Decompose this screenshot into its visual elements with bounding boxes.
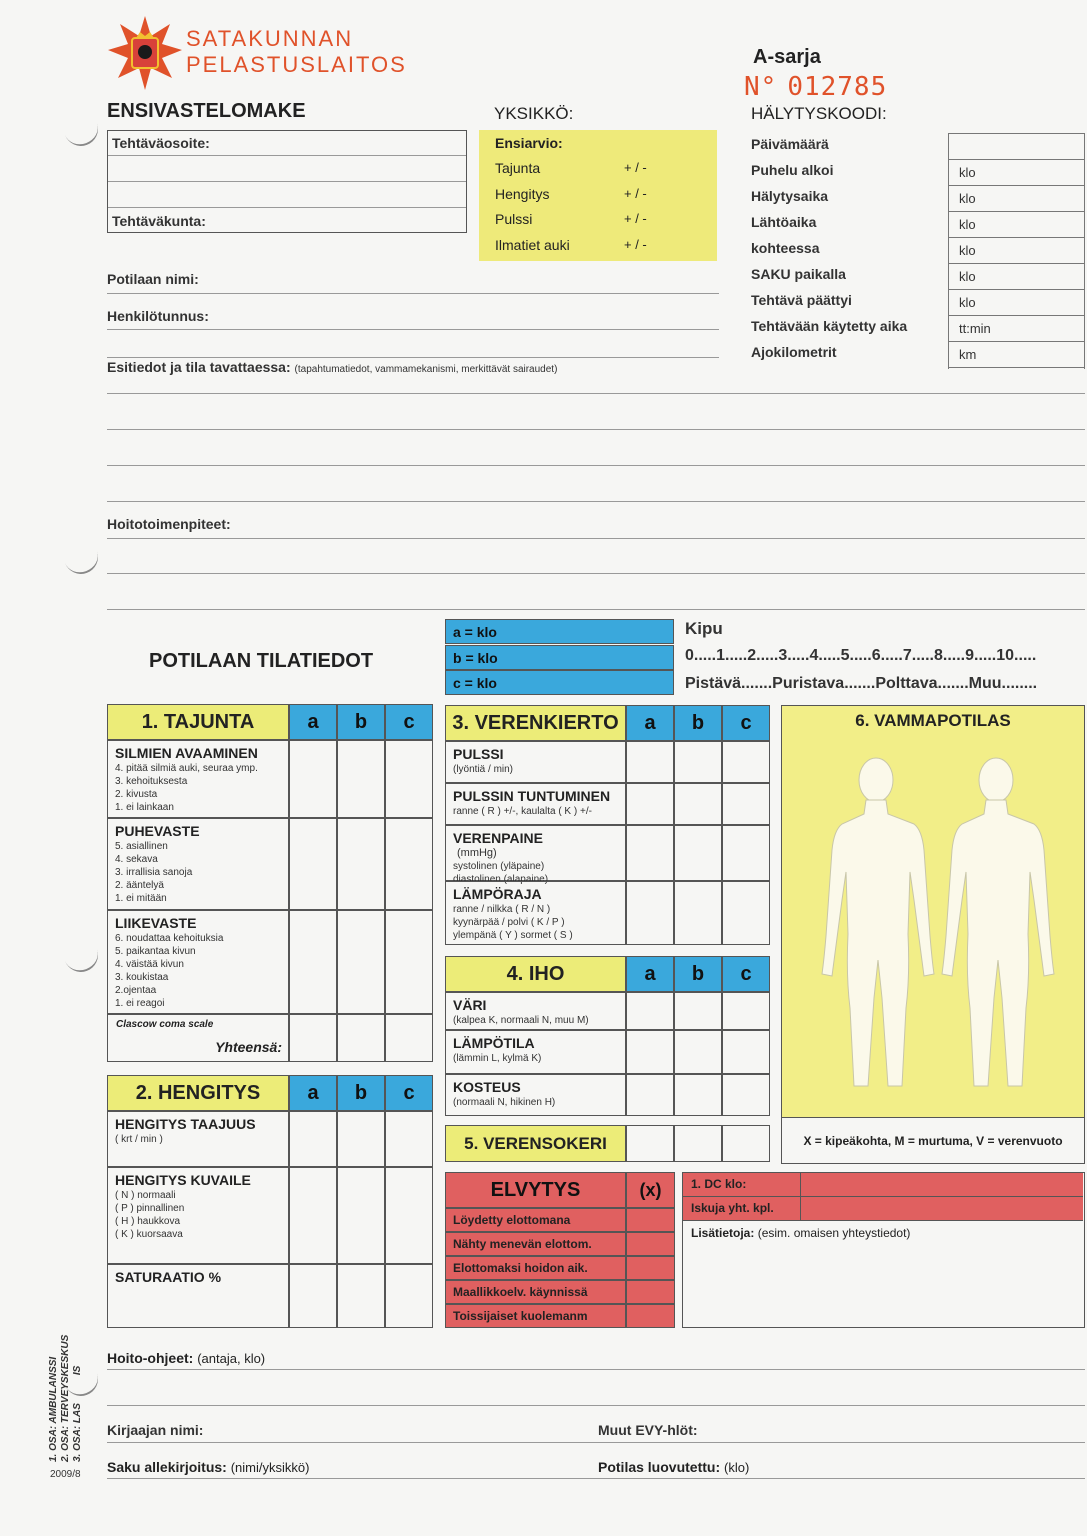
verenkierto-row-option: ranne / nilkka ( R / N ) [453,904,551,915]
verenkierto-col-a: a [626,705,674,741]
defibrillation-box [682,1172,1085,1328]
gcs-total-cell[interactable] [337,1014,385,1062]
hengitys-value-cell[interactable] [337,1167,385,1264]
hengitys-row-title: HENGITYS KUVAILE [115,1172,251,1188]
tajunta-row-option: 5. paikantaa kivun [115,946,196,957]
blood-sugar-cell[interactable] [722,1125,770,1162]
tajunta-row-option: 1. ei lainkaan [115,802,174,813]
injury-panel-title: 6. VAMMAPOTILAS [855,711,1011,730]
verenkierto-value-cell[interactable] [722,881,770,945]
care-instructions-label: Hoito-ohjeet: [107,1350,194,1366]
verenkierto-value-cell[interactable] [626,783,674,825]
alarm-code-label: HÄLYTYSKOODI: [751,104,887,123]
iho-title: 4. IHO [445,956,626,992]
verenkierto-row [445,783,626,825]
time-field[interactable]: klo [949,186,1084,212]
cpr-item: Toissijaiset kuolemanm [445,1304,626,1328]
punch-hole [59,107,103,151]
verenkierto-value-cell[interactable] [722,741,770,783]
form-number: 012785 [787,72,888,102]
time-label: Lähtöaika [751,214,817,230]
iho-value-cell[interactable] [722,992,770,1030]
tajunta-title: 1. TAJUNTA [107,704,289,740]
number-prefix: N° [744,72,778,102]
org-name-line1: SATAKUNNAN [186,26,354,51]
verenkierto-row-title: PULSSIN TUNTUMINEN [453,788,611,804]
iho-value-cell[interactable] [722,1074,770,1116]
times-table [948,133,1085,369]
tajunta-row-option: 3. irrallisia sanoja [115,867,193,878]
blood-sugar-cell[interactable] [674,1125,722,1162]
verenkierto-col-c: c [722,705,770,741]
hengitys-title: 2. HENGITYS [107,1075,289,1111]
hengitys-value-cell[interactable] [289,1111,337,1167]
verenkierto-value-cell[interactable] [722,825,770,881]
time-label: Ajokilometrit [751,344,837,360]
iho-col-b: b [674,956,722,992]
time-field[interactable]: km [949,342,1084,368]
tajunta-value-cell[interactable] [289,740,337,818]
hengitys-row-option: ( krt / min ) [115,1134,163,1145]
dc-time-field[interactable]: 1. DC klo: [691,1177,747,1191]
iho-row [445,1074,626,1116]
verenkierto-col-b: b [674,705,722,741]
hengitys-value-cell[interactable] [385,1167,433,1264]
task-address-field[interactable]: Tehtäväosoite: [112,135,210,151]
saku-signature-note: (nimi/yksikkö) [230,1460,310,1475]
blood-sugar-cell[interactable] [626,1125,674,1162]
verenkierto-row-option: ranne ( R ) +/-, kaulalta ( K ) +/- [453,806,592,817]
gcs-total-label: Yhteensä: [215,1039,282,1055]
iho-row-option: (lämmin L, kylmä K) [453,1053,542,1064]
tajunta-row-option: 5. asiallinen [115,841,168,852]
iho-value-cell[interactable] [722,1030,770,1074]
hengitys-value-cell[interactable] [337,1264,385,1328]
time-label: SAKU paikalla [751,266,846,282]
punch-hole [59,535,103,579]
cpr-item-checkbox[interactable] [626,1208,675,1232]
verenkierto-value-cell[interactable] [674,783,722,825]
verenkierto-row-unit: (mmHg) [457,847,497,859]
cpr-item: Maallikkoelv. käynnissä [445,1280,626,1304]
iho-row [445,1030,626,1074]
hengitys-row-title: SATURAATIO % [115,1269,222,1285]
gcs-total-cell[interactable] [385,1014,433,1062]
cpr-item-checkbox[interactable] [626,1232,675,1256]
fire-department-logo-icon [106,14,184,92]
tajunta-value-cell[interactable] [337,740,385,818]
iho-col-a: a [626,956,674,992]
tajunta-col-a: a [289,704,337,740]
time-label: Päivämäärä [751,136,829,152]
other-staff-label: Muut EVY-hlöt: [598,1422,698,1438]
tajunta-row [107,910,289,1014]
extra-info-note: (esim. omaisen yhteystiedot) [757,1226,911,1240]
hengitys-value-cell[interactable] [289,1167,337,1264]
verenkierto-row [445,741,626,783]
injury-legend: X = kipeäkohta, M = murtuma, V = verenvuoto [781,1118,1085,1164]
hengitys-row [107,1111,289,1167]
copy-part-2: 2. OSA: TERVEYSKESKUS [60,1334,71,1462]
iho-row-title: KOSTEUS [453,1079,521,1095]
hengitys-value-cell[interactable] [337,1111,385,1167]
time-field[interactable]: klo [949,290,1084,316]
tajunta-row-option: 2.ojentaa [115,985,157,996]
verenkierto-value-cell[interactable] [674,741,722,783]
tajunta-row-title: SILMIEN AVAAMINEN [115,745,258,761]
hengitys-row-option: ( H ) haukkova [115,1216,181,1227]
cpr-item: Löydetty elottomana [445,1208,626,1232]
body-diagram-icon[interactable] [806,746,1062,1108]
blood-sugar-title: 5. VERENSOKERI [445,1125,626,1162]
tajunta-row-option: 4. pitää silmiä auki, seuraa ymp. [115,763,258,774]
verenkierto-value-cell[interactable] [626,741,674,783]
cpr-item-checkbox[interactable] [626,1280,675,1304]
verenkierto-row-title: PULSSI [453,746,504,762]
time-label: Tehtävä päättyi [751,292,852,308]
shocks-count-field[interactable]: Iskuja yht. kpl. [691,1201,774,1215]
tajunta-row-option: 3. koukistaa [115,972,169,983]
history-label: Esitiedot ja tila tavattaessa: [107,359,291,375]
copy-part-1: 1. OSA: AMBULANSSI [48,1356,59,1462]
iho-row [445,992,626,1030]
time-field[interactable]: klo [949,238,1084,264]
verenkierto-row-option: kyynärpää / polvi ( K / P ) [453,917,565,928]
first-assessment-item: Ilmatiet auki [495,236,570,253]
history-note: (tapahtumatiedot, vammamekanismi, merkittävät sairaudet) [294,364,558,375]
iho-col-c: c [722,956,770,992]
hengitys-row-option: ( N ) normaali [115,1190,176,1201]
time-label: Puhelu alkoi [751,162,834,178]
verenkierto-row-title: VERENPAINE [453,830,543,846]
iho-value-cell[interactable] [674,992,722,1030]
injury-panel [781,705,1085,1118]
time-field[interactable]: klo [949,212,1084,238]
form-version: 2009/8 [50,1469,81,1480]
time-label: Tehtävään käytetty aika [751,318,908,334]
first-assessment-item: Pulssi [495,211,533,227]
hengitys-row-option: ( K ) kuorsaava [115,1229,183,1240]
care-instructions-note: (antaja, klo) [197,1351,266,1366]
tajunta-value-cell[interactable] [337,818,385,910]
cpr-item: Elottomaksi hoidon aik. [445,1256,626,1280]
tajunta-row-title: LIIKEVASTE [115,915,197,931]
form-title: ENSIVASTELOMAKE [107,100,306,122]
recorder-name-label: Kirjaajan nimi: [107,1422,204,1438]
time-field[interactable]: klo [949,264,1084,290]
verenkierto-row-option: diastolinen (alapaine) [453,874,549,885]
tajunta-row-option: 2. kivusta [115,789,158,800]
pain-title: Kipu [685,619,723,638]
tajunta-row-option: 1. ei mitään [115,893,167,904]
tajunta-value-cell[interactable] [337,910,385,1014]
cpr-item-checkbox[interactable] [626,1256,675,1280]
verenkierto-value-cell[interactable] [626,825,674,881]
verenkierto-row-title: LÄMPÖRAJA [453,886,542,902]
tajunta-row-option: 4. väistää kivun [115,959,184,970]
saku-signature-label: Saku allekirjoitus: [107,1459,227,1475]
copy-part-3: 3. OSA: LAS [72,1403,83,1462]
iho-value-cell[interactable] [626,1030,674,1074]
cpr-title: ELVYTYS [445,1172,626,1208]
unit-label: YKSIKKÖ: [494,104,574,123]
pain-types: Pistävä.......Puristava.......Polttava.......Muu........ [685,675,1038,692]
hengitys-value-cell[interactable] [385,1264,433,1328]
patient-name-label: Potilaan nimi: [107,271,199,287]
hengitys-col-a: a [289,1075,337,1111]
verenkierto-row-option: ylempänä ( Y ) sormet ( S ) [453,930,573,941]
address-box [107,130,467,233]
gcs-row [107,1014,289,1062]
first-assessment-item: Hengitys [495,185,550,202]
hengitys-value-cell[interactable] [289,1264,337,1328]
tajunta-row-option: 6. noudattaa kehoituksia [115,933,224,944]
patient-status-title: POTILAAN TILATIEDOT [149,650,374,672]
first-assessment-title: Ensiarvio: [495,135,563,151]
verenkierto-row-option: systolinen (yläpaine) [453,861,545,872]
measure-time-b[interactable]: b = klo [445,645,674,670]
verenkierto-value-cell[interactable] [722,783,770,825]
hengitys-row [107,1167,289,1264]
first-assessment-mark[interactable]: + / - [624,160,647,175]
hengitys-row-option: ( P ) pinnallinen [115,1203,185,1214]
patient-handover-label: Potilas luovutettu: [598,1459,721,1475]
extra-info-label: Lisätietoja: [691,1226,755,1240]
hengitys-col-c: c [385,1075,433,1111]
verenkierto-value-cell[interactable] [674,825,722,881]
measure-time-a[interactable]: a = klo [445,619,674,644]
time-label: kohteessa [751,240,820,256]
patient-handover-note: (klo) [724,1460,750,1475]
pain-scale: 0.....1.....2.....3.....4.....5.....6.....7.....8.....9.....10..... [685,647,1037,664]
tajunta-row [107,740,289,818]
hengitys-row-title: HENGITYS TAAJUUS [115,1116,256,1132]
tajunta-value-cell[interactable] [385,740,433,818]
gcs-label: Clascow coma scale [116,1019,214,1030]
hengitys-value-cell[interactable] [385,1111,433,1167]
iho-value-cell[interactable] [626,1074,674,1116]
tajunta-row-title: PUHEVASTE [115,823,200,839]
first-assessment-box [479,130,717,261]
first-assessment-mark[interactable]: + / - [624,211,647,226]
tajunta-row-option: 1. ei reagoi [115,998,165,1009]
iho-value-cell[interactable] [674,1074,722,1116]
verenkierto-row [445,881,626,945]
tajunta-value-cell[interactable] [385,910,433,1014]
verenkierto-title: 3. VERENKIERTO [445,705,626,741]
time-label: Hälytysaika [751,188,829,204]
tajunta-value-cell[interactable] [289,818,337,910]
time-field[interactable]: tt:min [949,316,1084,342]
cpr-item-checkbox[interactable] [626,1304,675,1328]
time-field[interactable]: klo [949,160,1084,186]
gcs-total-cell[interactable] [289,1014,337,1062]
tajunta-row-option: 3. kehoituksesta [115,776,188,787]
time-field[interactable] [949,134,1084,160]
tajunta-col-c: c [385,704,433,740]
care-measures-label: Hoitotoimenpiteet: [107,516,231,532]
punch-hole [59,933,103,977]
verenkierto-value-cell[interactable] [674,881,722,945]
task-municipality-field[interactable]: Tehtäväkunta: [112,213,206,229]
first-assessment-mark[interactable]: + / - [624,236,647,252]
hengitys-row [107,1264,289,1328]
iho-value-cell[interactable] [674,1030,722,1074]
first-assessment-item: Tajunta [495,160,541,176]
org-name-line2: PELASTUSLAITOS [186,52,407,77]
series-label: A-sarja [753,46,821,68]
tajunta-row-option: 4. sekava [115,854,158,865]
iho-value-cell[interactable] [626,992,674,1030]
tajunta-value-cell[interactable] [385,818,433,910]
iho-row-option: (kalpea K, normaali N, muu M) [453,1015,589,1026]
iho-row-title: LÄMPÖTILA [453,1035,535,1051]
tajunta-row [107,818,289,910]
measure-time-c[interactable]: c = klo [445,670,674,695]
iho-row-option: (normaali N, hikinen H) [453,1097,556,1108]
copy-part-3-end: IS [72,1365,83,1376]
cpr-item: Nähty menevän elottom. [445,1232,626,1256]
tajunta-row-option: 2. ääntelyä [115,880,164,891]
first-assessment-mark[interactable]: + / - [624,185,647,201]
tajunta-value-cell[interactable] [289,910,337,1014]
cpr-mark-header: (x) [626,1172,675,1208]
verenkierto-value-cell[interactable] [626,881,674,945]
hengitys-col-b: b [337,1075,385,1111]
tajunta-col-b: b [337,704,385,740]
iho-row-title: VÄRI [453,997,487,1013]
verenkierto-row [445,825,626,885]
verenkierto-row-option: (lyöntiä / min) [453,764,514,775]
ssn-label: Henkilötunnus: [107,308,209,324]
